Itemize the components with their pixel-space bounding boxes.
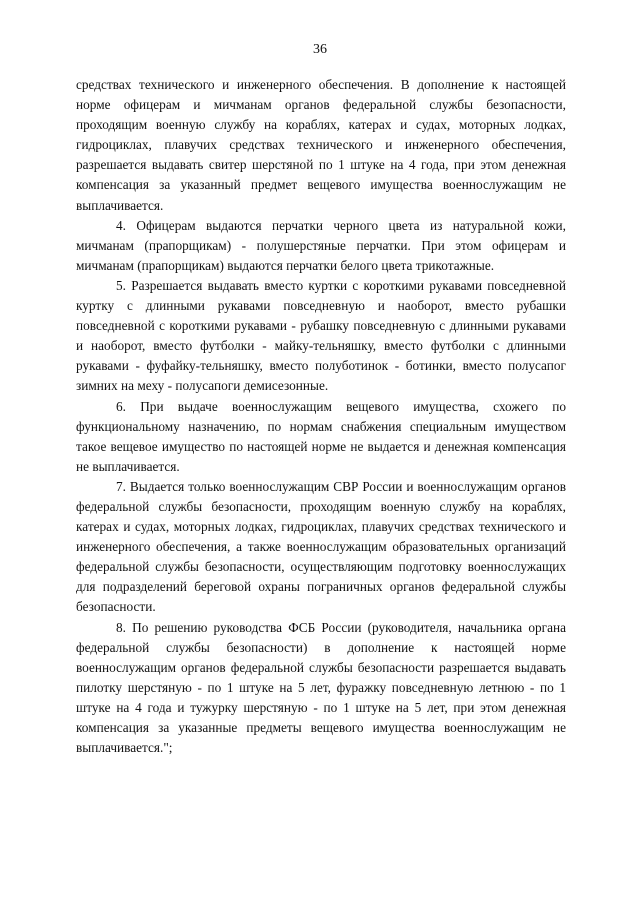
document-body	[76, 75, 566, 758]
page-number: 36	[313, 42, 327, 57]
paragraph-note-7: 7. Выдается только военнослужащим СВР России и военнослужащим органов федеральной службы безопасности, проходящим военную службу на кораблях, катерах и судах, моторных лодках, гидроциклах, плавучих средствах технического и инженерного обеспечения, а также военнослужащим образовательных организаций федеральной службы безопасности, осуществляющим подготовку военнослужащих для подразделений береговой охраны пограничных органов федеральной службы безопасности.	[76, 478, 566, 615]
paragraph-note-4: 4. Офицерам выдаются перчатки черного цвета из натуральной кожи, мичманам (прапорщикам) - полушерстяные перчатки. При этом офицерам и мичманам (прапорщикам) выдаются перчатки белого цвета трикотажные.	[76, 217, 566, 273]
paragraph-note-6: 6. При выдаче военнослужащим вещевого имущества, схожего по функциональному назначению, по нормам снабжения специальным имуществом такое вещевое имущество по настоящей норме не выдается и денежная компенсация не выплачивается.	[76, 398, 566, 474]
paragraph-continuation: средствах технического и инженерного обеспечения. В дополнение к настоящей норме офицерам и мичманам органов федеральной службы безопасности, проходящим военную службу на кораблях, катерах и судах, моторных лодках, гидроциклах, плавучих средствах технического и инженерного обеспечения, разрешается выдавать свитер шерстяной по 1 штуке на 4 года, при этом денежная компенсация за указанный предмет вещевого имущества военнослужащим не выплачивается.	[76, 77, 566, 213]
paragraph-note-5: 5. Разрешается выдавать вместо куртки с короткими рукавами повседневной куртку с длинными рукавами повседневную и наоборот, вместо рубашки повседневной с короткими рукавами - рубашку повседневную с длинными рукавами и наоборот, вместо футболки - майку-тельняшку, вместо футболки с длинными рукавами - фуфайку-тельняшку, вместо полуботинок - ботинки, вместо полусапог зимних на меху - полусапоги демисезонные.	[76, 277, 566, 394]
paragraph-note-8: 8. По решению руководства ФСБ России (руководителя, начальника органа федеральной службы безопасности) в дополнение к настоящей норме военнослужащим органов федеральной службы безопасности разрешается выдавать пилотку шерстяную - по 1 штуке на 5 лет, фуражку повседневную летнюю - по 1 штуке на 4 года и тужурку шерстяную - по 1 штуке на 5 лет, при этом денежная компенсация за указанные предметы вещевого имущества военнослужащим не выплачивается.";	[76, 619, 566, 756]
